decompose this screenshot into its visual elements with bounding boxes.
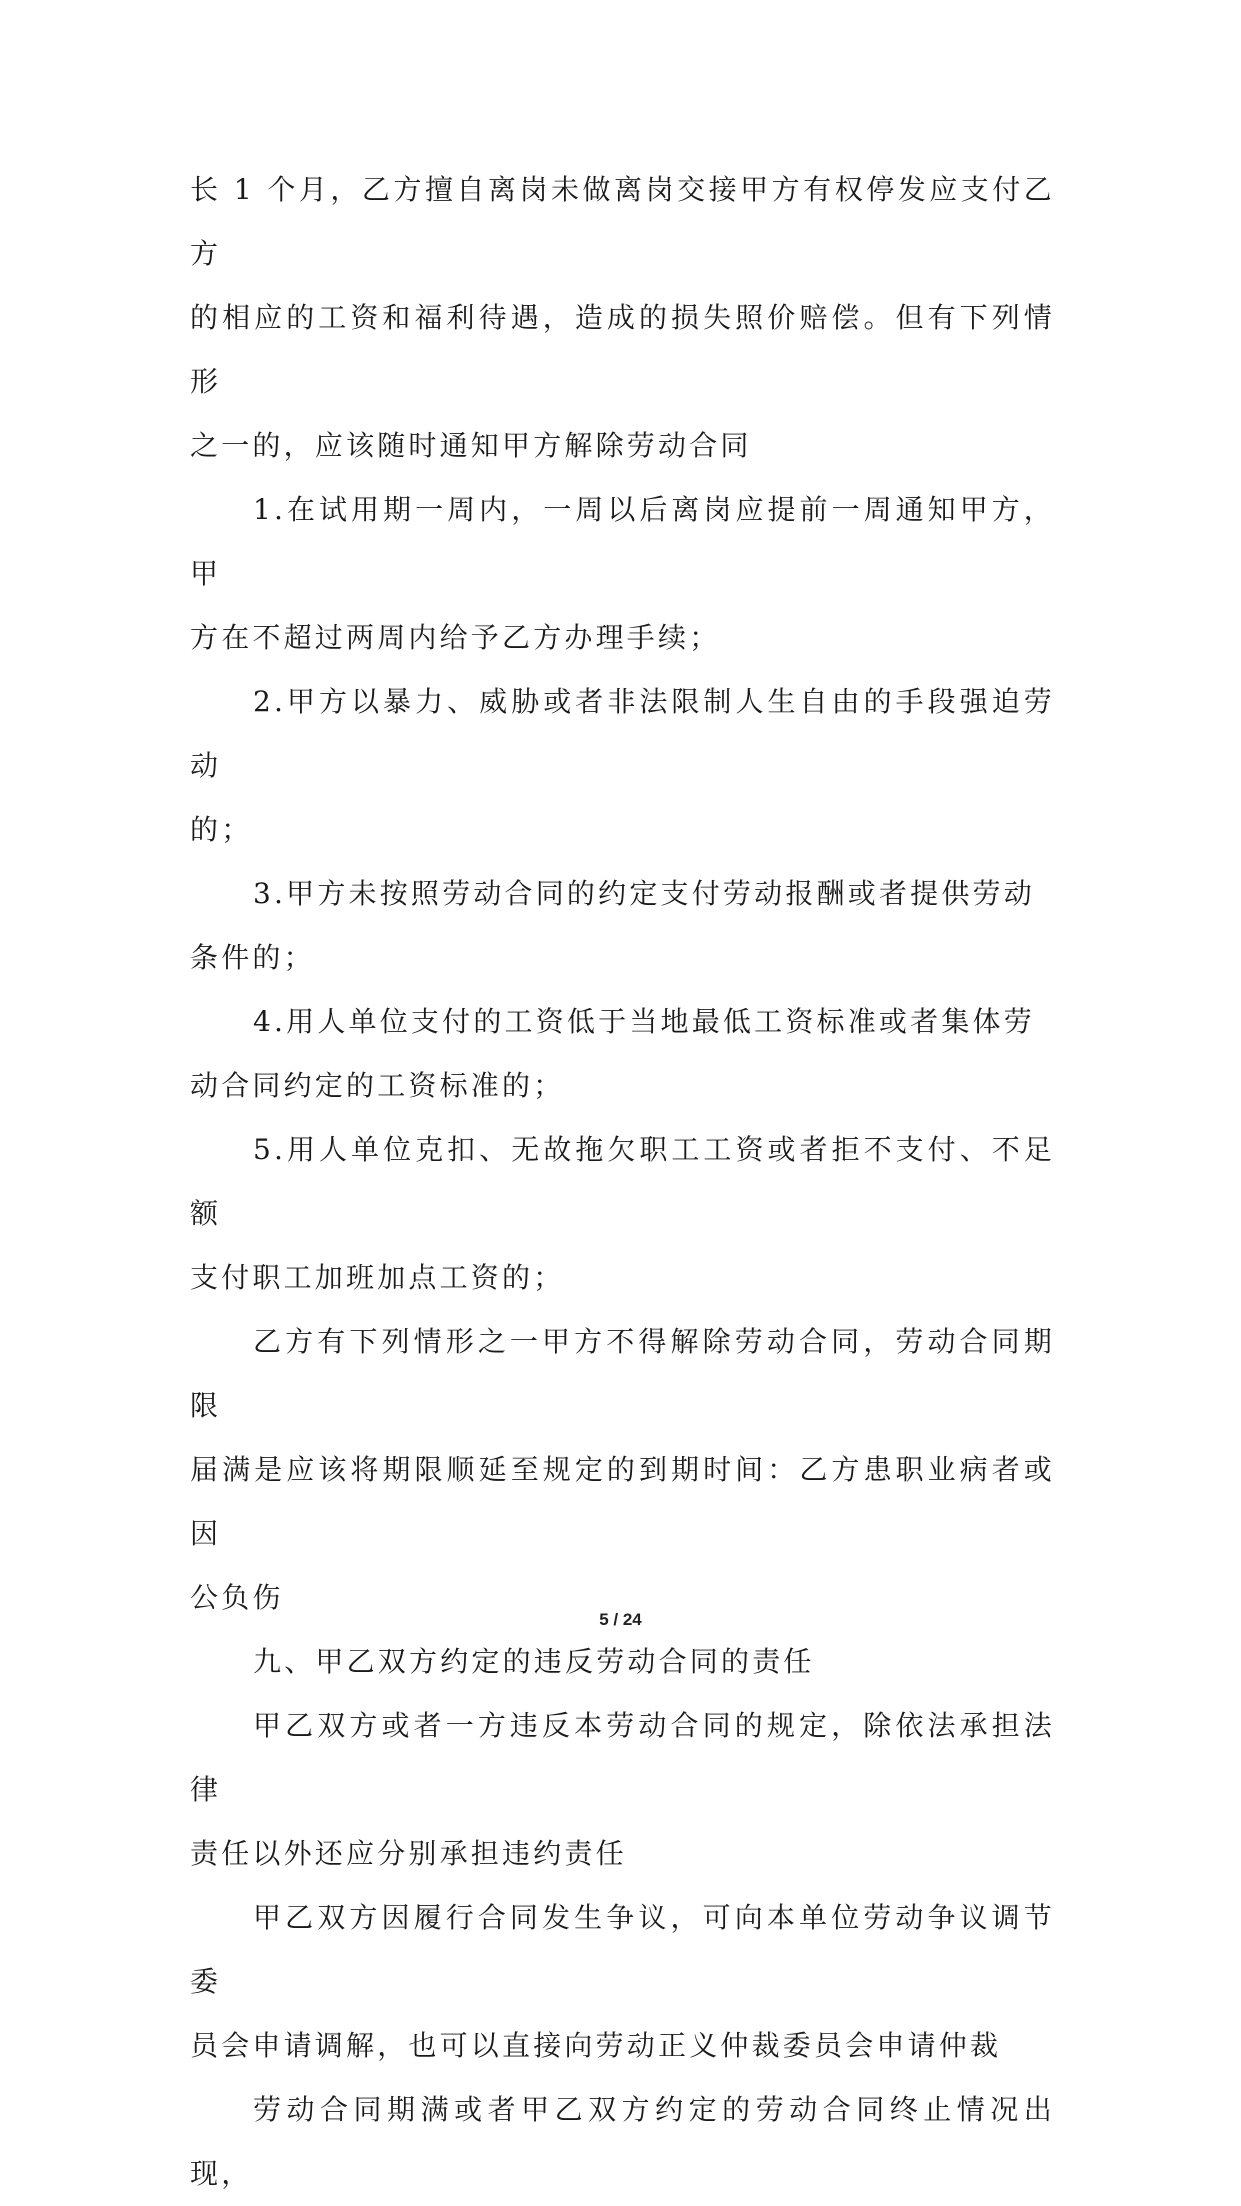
text-line: 5.用人单位克扣、无故拖欠职工工资或者拒不支付、不足额: [190, 1133, 1055, 1230]
text-line: 动合同约定的工资标准的；: [190, 1069, 565, 1102]
text-line: 的相应的工资和福利待遇，造成的损失照价赔偿。但有下列情形: [190, 301, 1055, 398]
section-heading: 九、甲乙双方约定的违反劳动合同的责任: [253, 1645, 815, 1678]
text-line: 之一的，应该随时通知甲方解除劳动合同: [190, 429, 752, 462]
text-line: 届满是应该将期限顺延至规定的到期时间：乙方患职业病者或因: [190, 1453, 1055, 1550]
text-line: 公负伤: [190, 1581, 284, 1614]
text-line: 长 1 个月，乙方擅自离岗未做离岗交接甲方有权停发应支付乙方: [190, 173, 1055, 270]
text-line: 1.在试用期一周内，一周以后离岗应提前一周通知甲方，甲: [190, 493, 1055, 590]
text-line: 方在不超过两周内给予乙方办理手续；: [190, 621, 721, 654]
text-line: 甲乙双方因履行合同发生争议，可向本单位劳动争议调节委: [190, 1901, 1055, 1998]
text-line: 4.用人单位支付的工资低于当地最低工资标准或者集体劳: [253, 1005, 1035, 1038]
text-line: 甲乙双方或者一方违反本劳动合同的规定，除依法承担法律: [190, 1709, 1055, 1806]
text-line: 员会申请调解，也可以直接向劳动正义仲裁委员会申请仲裁: [190, 2029, 1002, 2062]
text-line: 劳动合同期满或者甲乙双方约定的劳动合同终止情况出现，: [190, 2093, 1055, 2190]
text-line: 责任以外还应分别承担违约责任: [190, 1837, 627, 1870]
text-line: 3.甲方未按照劳动合同的约定支付劳动报酬或者提供劳动: [253, 877, 1035, 910]
text-line: 2.甲方以暴力、威胁或者非法限制人生自由的手段强迫劳动: [190, 685, 1055, 782]
page-number: 5 / 24: [599, 1610, 642, 1629]
text-line: 的；: [190, 813, 253, 846]
document-body: [190, 158, 1055, 2206]
text-line: 乙方有下列情形之一甲方不得解除劳动合同，劳动合同期限: [190, 1325, 1055, 1422]
text-line: 支付职工加班加点工资的；: [190, 1261, 565, 1294]
text-line: 条件的；: [190, 941, 315, 974]
